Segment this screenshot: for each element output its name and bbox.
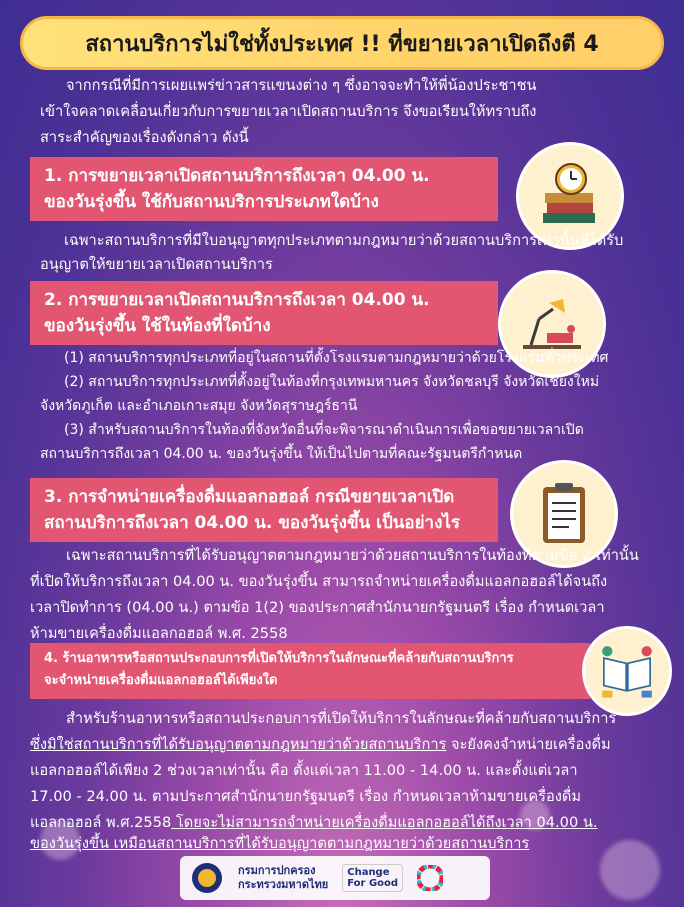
open-book-icon: [582, 626, 672, 716]
section-3-body: ห้ามขายเครื่องดื่มแอลกอฮอล์ พ.ศ. 2558: [30, 625, 288, 642]
section-3-body: เวลาปิดทำการ (04.00 น.) ตามข้อ 1(2) ของประกาศสำนักนายกรัฐมนตรี เรื่อง กำหนดเวลา: [30, 599, 605, 616]
department-name: กรมการปกครอง กระทรวงมหาดไทย: [238, 864, 329, 891]
bokeh-light: [600, 840, 660, 900]
section-4-body: 17.00 - 24.00 น. ตามประกาศสำนักนายกรัฐมนตรี เรื่อง กำหนดเวลาห้ามขายเครื่องดื่ม: [30, 788, 581, 805]
section-1-heading: 1. การขยายเวลาเปิดสถานบริการถึงเวลา 04.00 น. ของวันรุ่งขึ้น ใช้กับสถานบริการประเภทใดบ้าง: [30, 157, 498, 221]
section-2-body: (3) สำหรับสถานบริการในท้องที่จังหวัดอื่นที่จะพิจารณาดำเนินการเพื่อขอขยายเวลาเปิด: [64, 422, 584, 438]
section-4-heading: 4. ร้านอาหารหรือสถานประกอบการที่เปิดให้บริการในลักษณะที่คล้ายกับสถานบริการ จะจำหน่ายเครื่องดื่มแอลกอฮอล์ได้เพียงใด: [30, 643, 590, 699]
section-2-body: (1) สถานบริการทุกประเภทที่อยู่ในสถานที่ตั้งโรงแรมตามกฎหมายว่าด้วยโรงแรมทั่วประเทศ: [64, 350, 609, 366]
section-1-body: อนุญาตให้ขยายเวลาเปิดสถานบริการ: [40, 256, 273, 273]
change-for-good-logo: Change For Good: [342, 864, 403, 892]
section-2-body: จังหวัดภูเก็ต และอำเภอเกาะสมุย จังหวัดสุราษฎร์ธานี: [40, 398, 358, 414]
section-4-body: สำหรับร้านอาหารหรือสถานประกอบการที่เปิดให้บริการในลักษณะที่คล้ายกับสถานบริการ: [66, 710, 617, 727]
intro-line: จากกรณีที่มีการเผยแพร่ข่าวสารแขนงต่าง ๆ ซึ่งอาจจะทำให้พี่น้องประชาชน: [66, 77, 537, 94]
sdg-wheel-icon: [417, 865, 443, 891]
intro-line: สาระสำคัญของเรื่องดังกล่าว ดังนี้: [40, 129, 249, 146]
section-4-body: ซึ่งมิใช่สถานบริการที่ได้รับอนุญาตตามกฎหมายว่าด้วยสถานบริการ จะยังคงจำหน่ายเครื่องดื่ม: [30, 736, 611, 753]
section-1-body: เฉพาะสถานบริการที่มีใบอนุญาตทุกประเภทตามกฎหมายว่าด้วยสถานบริการเท่านั้นที่ได้รับ: [64, 232, 624, 249]
ministry-seal-icon: [190, 861, 224, 895]
footer-logos: [180, 856, 490, 900]
section-2-heading: 2. การขยายเวลาเปิดสถานบริการถึงเวลา 04.00 น. ของวันรุ่งขึ้น ใช้ในท้องที่ใดบ้าง: [30, 281, 498, 345]
section-4-body: แอลกอฮอล์ พ.ศ.2558 โดยจะไม่สามารถจำหน่ายเครื่องดื่มแอลกอฮอล์ได้ถึงเวลา 04.00 น.: [30, 814, 598, 831]
section-3-heading: 3. การจำหน่ายเครื่องดื่มแอลกอฮอล์ กรณีขยายเวลาเปิด สถานบริการถึงเวลา 04.00 น. ของวันรุ่งขึ้น เป็นอย่างไร: [30, 478, 498, 542]
section-2-body: สถานบริการถึงเวลา 04.00 น. ของวันรุ่งขึ้น ให้เป็นไปตามที่คณะรัฐมนตรีกำหนด: [40, 446, 523, 462]
section-3-body: เฉพาะสถานบริการที่ได้รับอนุญาตตามกฎหมายว่าด้วยสถานบริการในท้องที่ตามข้อ 2 เท่านั้น: [66, 547, 639, 564]
page-title: สถานบริการไม่ใช่ทั้งประเทศ !! ที่ขยายเวลาเปิดถึงตี 4: [20, 16, 664, 70]
section-4-body: ของวันรุ่งขึ้น เหมือนสถานบริการที่ได้รับอนุญาตตามกฎหมายว่าด้วยสถานบริการ: [30, 835, 530, 852]
section-2-body: (2) สถานบริการทุกประเภทที่ตั้งอยู่ในท้องที่กรุงเทพมหานคร จังหวัดชลบุรี จังหวัดเชียงใหม่: [64, 374, 600, 390]
intro-line: เข้าใจคลาดเคลื่อนเกี่ยวกับการขยายเวลาเปิดสถานบริการ จึงขอเรียนให้ทราบถึง: [40, 103, 537, 120]
section-4-body: แอลกอฮอล์ได้เพียง 2 ช่วงเวลาเท่านั้น คือ ตั้งแต่เวลา 11.00 - 14.00 น. และตั้งแต่เวลา: [30, 762, 578, 779]
section-3-body: ที่เปิดให้บริการถึงเวลา 04.00 น. ของวันรุ่งขึ้น สามารถจำหน่ายเครื่องดื่มแอลกอฮอล์ได้จนถึง: [30, 573, 608, 590]
